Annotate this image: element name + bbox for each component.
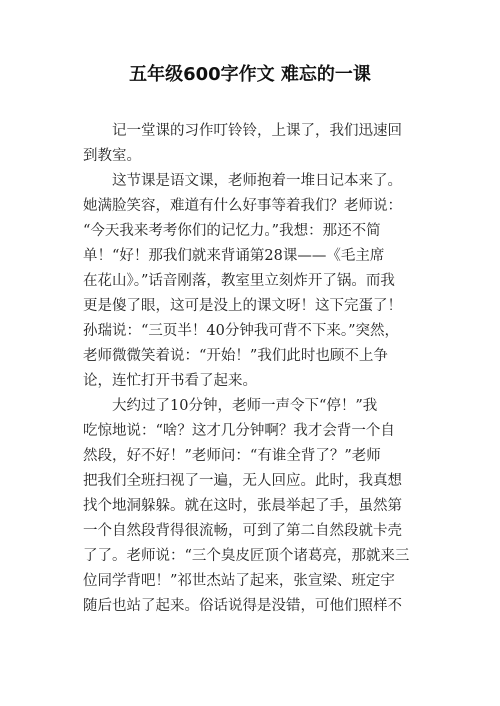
text-line: 在花山》。”话音刚落，教室里立刻炸开了锅。而我 [83, 273, 395, 289]
text-line: 一个自然段背得很流畅，可到了第二自然段就卡壳 [83, 523, 402, 539]
text-line: 到教室。 [83, 148, 141, 164]
document-body [83, 119, 423, 619]
text-line: 论，连忙打开书看了起来。 [83, 373, 257, 389]
text-line: “今天我来考考你们的记忆力。”我想：那还不简 [83, 223, 381, 239]
text-line: 位同学背吧！”祁世杰站了起来，张宣梁、班定宇 [83, 573, 395, 589]
text-line: 吃惊地说：“啥？这才几分钟啊？我才会背一个自 [83, 423, 395, 439]
text-line: 孙瑞说：“三页半！40分钟我可背不下来。”突然， [83, 323, 400, 339]
text-line: 更是傻了眼，这可是没上的课文呀！这下完蛋了！ [83, 298, 402, 314]
paragraph-2 [83, 169, 423, 394]
text-line: 然段，好不好！”老师问：“有谁全背了？”老师 [83, 448, 381, 464]
paragraph-1 [83, 119, 423, 169]
document-title: 五年级600字作文 难忘的一课 [129, 64, 371, 85]
text-line: 她满脸笑容，难道有什么好事等着我们？老师说： [83, 198, 402, 214]
text-line: 大约过了10分钟，老师一声令下“停！”我 [83, 398, 378, 414]
text-line: 了了。老师说：“三个臭皮匠顶个诸葛亮，那就来三 [83, 548, 410, 564]
text-line: 找个地洞躲躲。就在这时，张晨举起了手，虽然第 [83, 498, 402, 514]
paragraph-3 [83, 394, 423, 619]
text-line: 记一堂课的习作叮铃铃，上课了，我们迅速回 [83, 123, 402, 139]
text-line: 老师微微笑着说：“开始！”我们此时也顾不上争 [83, 348, 388, 364]
text-line: 随后也站了起来。俗话说得是没错，可他们照样不 [83, 598, 402, 614]
text-line: 单！“好！那我们就来背诵第28课——《毛主席 [83, 248, 385, 264]
text-line: 把我们全班扫视了一遍，无人回应。此时，我真想 [83, 473, 402, 489]
text-line: 这节课是语文课，老师抱着一堆日记本来了。 [83, 173, 402, 189]
